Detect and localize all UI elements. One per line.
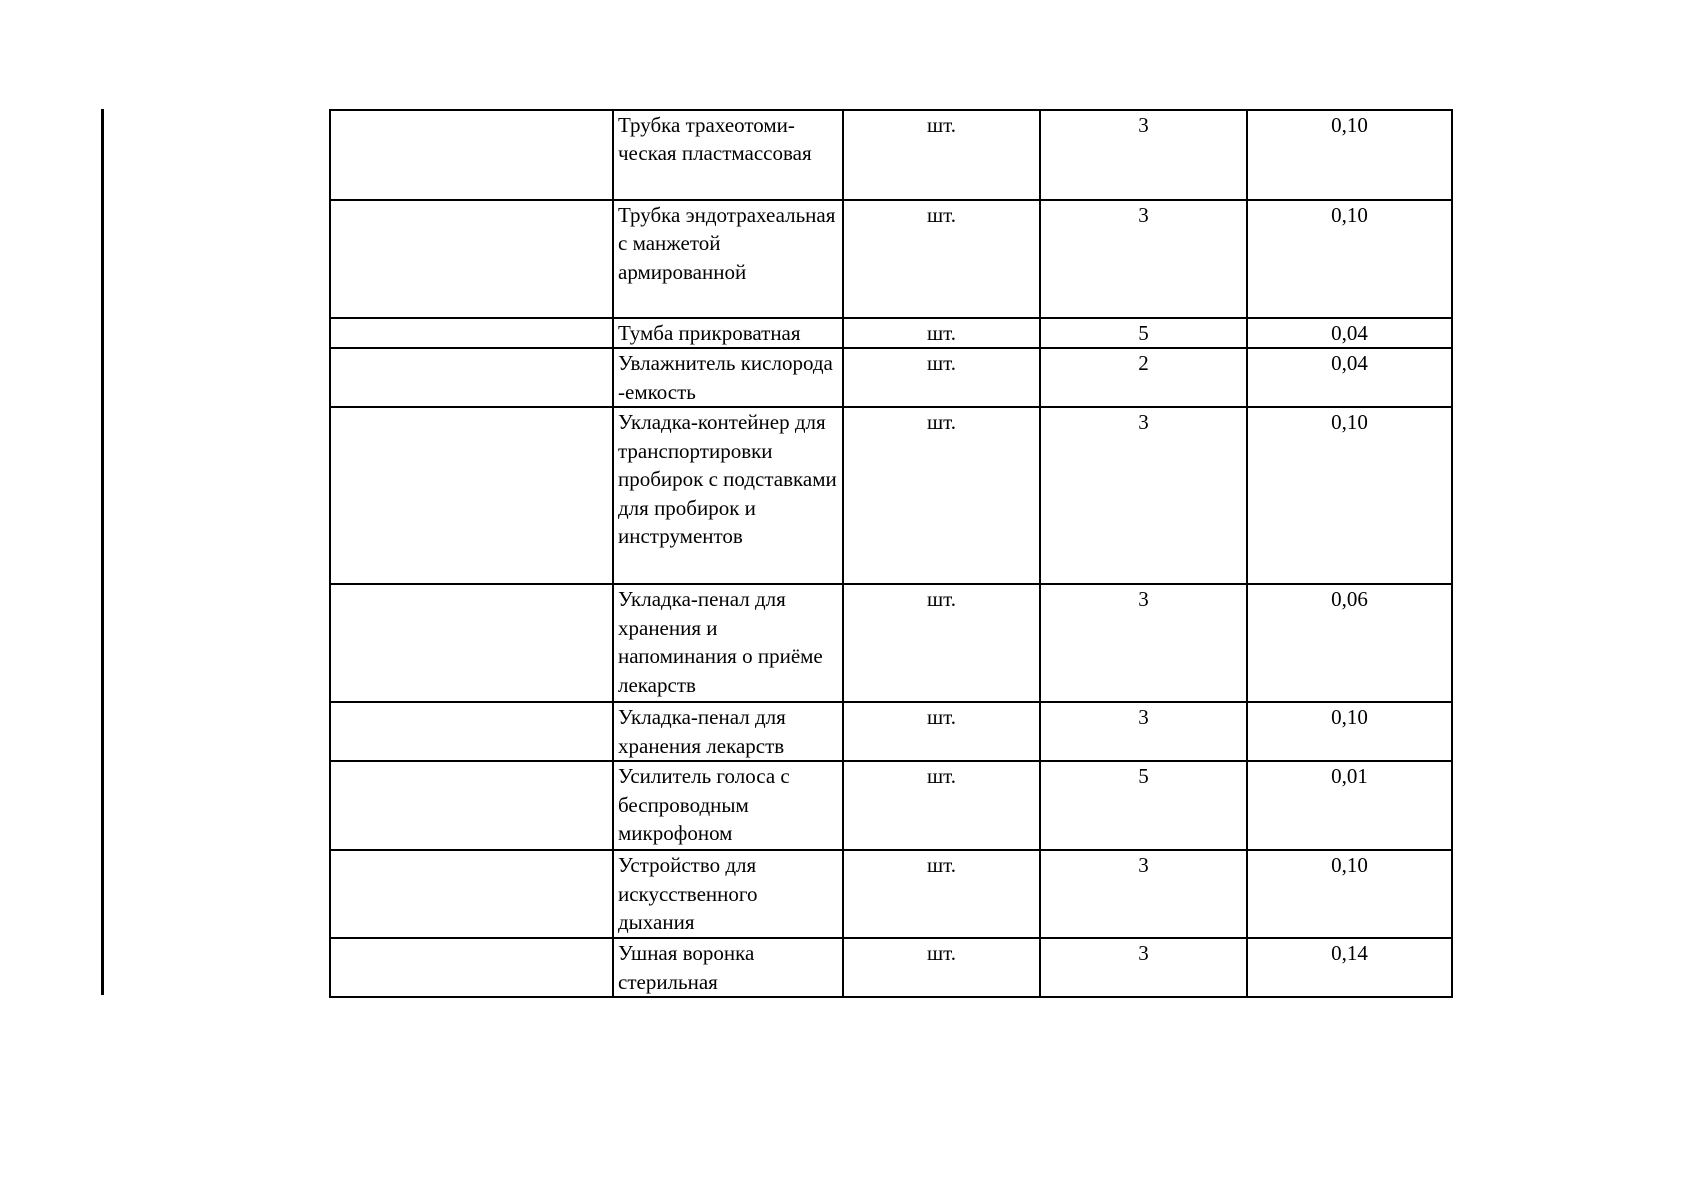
item-name-cell: Тумба прикроватная (613, 318, 843, 348)
ratio-cell: 0,04 (1247, 318, 1452, 348)
item-name-cell: Трубка эндотрахеальная с манжетой армированной (613, 200, 843, 318)
equipment-table (329, 109, 1453, 998)
left-margin-line (101, 109, 104, 995)
quantity-cell: 3 (1040, 850, 1247, 938)
item-name-cell: Укладка-контейнер для транспортировки пробирок с подставками для пробирок и инструментов (613, 407, 843, 584)
quantity-cell: 3 (1040, 702, 1247, 761)
unit-cell: шт. (843, 702, 1040, 761)
unit-cell: шт. (843, 938, 1040, 997)
table-row (330, 348, 1452, 407)
ratio-cell: 0,10 (1247, 407, 1452, 584)
ratio-cell: 0,06 (1247, 584, 1452, 702)
table-row (330, 702, 1452, 761)
item-name-cell: Устройство для искусственного дыхания (613, 850, 843, 938)
ratio-cell: 0,14 (1247, 938, 1452, 997)
unit-cell: шт. (843, 407, 1040, 584)
empty-cell (330, 110, 613, 200)
empty-cell (330, 761, 613, 850)
ratio-cell: 0,01 (1247, 761, 1452, 850)
ratio-cell: 0,10 (1247, 850, 1452, 938)
empty-cell (330, 318, 613, 348)
quantity-cell: 5 (1040, 761, 1247, 850)
table-row (330, 200, 1452, 318)
table-row (330, 761, 1452, 850)
item-name-cell: Укладка-пенал для хранения лекарств (613, 702, 843, 761)
table-row (330, 318, 1452, 348)
quantity-cell: 3 (1040, 584, 1247, 702)
quantity-cell: 5 (1040, 318, 1247, 348)
empty-cell (330, 200, 613, 318)
table-row (330, 407, 1452, 584)
empty-cell (330, 407, 613, 584)
quantity-cell: 3 (1040, 200, 1247, 318)
quantity-cell: 3 (1040, 938, 1247, 997)
table-row (330, 850, 1452, 938)
table-row (330, 584, 1452, 702)
ratio-cell: 0,10 (1247, 110, 1452, 200)
unit-cell: шт. (843, 348, 1040, 407)
item-name-cell: Трубка трахеотоми-ческая пластмассовая (613, 110, 843, 200)
item-name-cell: Усилитель голоса с беспроводным микрофоном (613, 761, 843, 850)
ratio-cell: 0,10 (1247, 702, 1452, 761)
unit-cell: шт. (843, 318, 1040, 348)
unit-cell: шт. (843, 761, 1040, 850)
quantity-cell: 3 (1040, 407, 1247, 584)
unit-cell: шт. (843, 110, 1040, 200)
empty-cell (330, 938, 613, 997)
item-name-cell: Укладка-пенал для хранения и напоминания о приёме лекарств (613, 584, 843, 702)
unit-cell: шт. (843, 584, 1040, 702)
table-row (330, 110, 1452, 200)
unit-cell: шт. (843, 850, 1040, 938)
item-name-cell: Ушная воронка стерильная (613, 938, 843, 997)
empty-cell (330, 702, 613, 761)
quantity-cell: 2 (1040, 348, 1247, 407)
table-row (330, 938, 1452, 997)
ratio-cell: 0,04 (1247, 348, 1452, 407)
empty-cell (330, 584, 613, 702)
ratio-cell: 0,10 (1247, 200, 1452, 318)
quantity-cell: 3 (1040, 110, 1247, 200)
empty-cell (330, 850, 613, 938)
empty-cell (330, 348, 613, 407)
item-name-cell: Увлажнитель кислорода -емкость (613, 348, 843, 407)
unit-cell: шт. (843, 200, 1040, 318)
